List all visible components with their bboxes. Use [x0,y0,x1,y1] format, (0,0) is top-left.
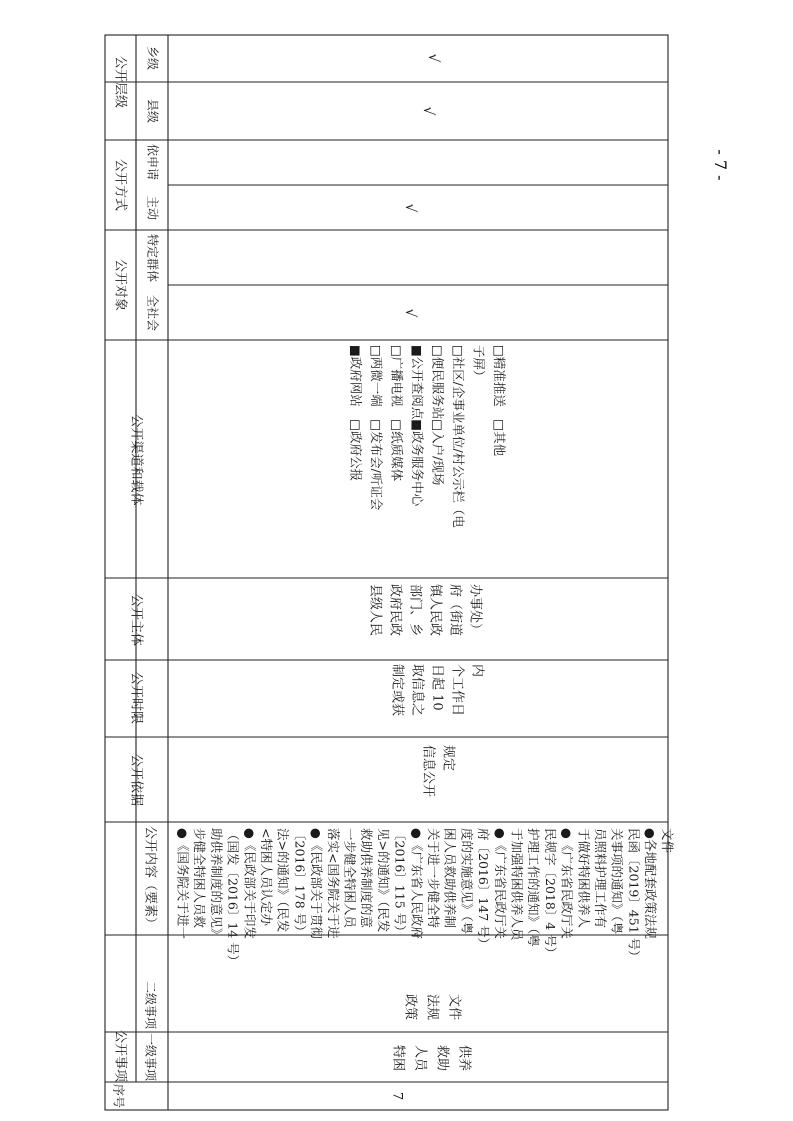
header-seq: 序号 [111,1083,126,1109]
cell-content-line: ●各地配套政策法规 [643,828,659,939]
cell-item-l1: 特困 [390,1044,406,1072]
cell-content-line: 步健全特困人员救 [192,828,208,929]
cell-subject-line: 部门、乡 [407,584,423,637]
cell-content-line: 〔2016〕115 号） [392,828,408,938]
cell-subject-line: 府（街道 [447,584,463,637]
cell-content-line: ●《民政部关于贯彻 [309,828,325,939]
header-item-l2: 二级事项 [143,980,158,1030]
cell-content-line: 民规字〔2018〕4 号） [542,828,558,960]
cell-content-line: 于加强特困供养人员 [509,828,525,941]
cell-seq: 7 [389,1091,405,1101]
cell-item-l2: 政策 [402,993,418,1021]
cell-content-line: 护理工作的通知》（粤 [526,828,542,947]
cell-time-limit-line: 个工作日 [449,664,465,717]
cell-audience-all: √ [402,308,418,318]
header-channel: 公开渠道和载体 [128,414,144,506]
header-level-town: 乡级 [145,45,160,71]
header-item-group: 公开事项 [112,1030,128,1083]
cell-content-line: ●《国务院关于进一 [175,828,191,939]
cell-content-line: ●《广东省民政厅关 [492,828,508,939]
cell-content-line: 困人员救助供养制 [442,828,458,929]
cell-channel-line: □社区/企事业单位/村公示栏（电 [451,345,466,528]
cell-subject-line: 办事处） [467,584,483,637]
cell-item-l1: 人员 [412,1044,428,1072]
cell-content-line: ●《广东省人民政府 [409,828,425,939]
page-number: - 7 - [711,149,730,181]
cell-channel-line: □精准推送 □其他 [492,345,507,457]
table-border [105,35,668,1110]
header-subject: 公开主体 [128,593,144,647]
cell-content-line: 关于进一步健全特 [426,828,441,929]
cell-item-l2-full [0,0,2,6]
cell-channel-line: ■公开查阅点■政务服务中心 [410,345,425,507]
cell-basis-line: 信息公开 [420,745,436,798]
cell-content-line: 救助供养制度的意 [359,828,375,929]
cell-basis-line: 规定 [440,745,456,772]
cell-content-line: 助供养制度的意见》 [208,828,224,941]
cell-level-county: √ [420,106,436,116]
cell-level-town: √ [425,53,441,63]
cell-item-l2: 文件 [446,993,462,1021]
cell-content-line: 一步健全特困人员 [342,828,358,929]
header-item-l1: 一级事项 [143,1032,158,1082]
cell-channel-line: 子屏） [471,345,487,383]
cell-content-line: ●《民政部关于印发 [242,828,258,939]
cell-subject-line: 镇人民政 [427,584,443,637]
cell-content-line: ●《广东省民政厅关 [559,828,575,939]
cell-content-line: 民函〔2019〕451 号） [626,828,642,963]
header-basis: 公开依据 [128,753,144,807]
cell-item-l1: 供养 [456,1044,472,1072]
header-method-apply: 依申请 [145,143,160,181]
cell-time-limit-line: 取信息之 [409,664,425,717]
cell-channel-line: □两微一端 □发布会/听证会 [369,345,384,511]
cell-content-line: <特困人员认定办 [259,828,274,926]
header-audience-specific: 特定群体 [145,233,160,283]
cell-content-line: 落实<国务院关于进 [325,828,341,939]
header-content: 公开内容（要素） [142,825,158,931]
cell-item-l2: 法规 [424,993,440,1021]
cell-item-l1: 救助 [434,1044,450,1072]
cell-channel-line: □广播电视 □纸质媒体 [389,345,405,482]
cell-content-line: 于做好特困供养人 [576,828,592,929]
header-method-active: 主动 [145,195,160,221]
cell-content-line: 关事项的通知》（粤 [609,828,625,935]
cell-content-line: 〔2016〕178 号） [292,828,308,938]
cell-method-active: √ [402,203,418,213]
cell-subject-line: 政府民政 [387,584,403,637]
cell-content-line: 见>的通知》（民发 [375,828,391,933]
cell-content-line: 度的实施意见》（粤 [459,828,475,935]
header-level-group: 公开层级 [112,55,128,109]
header-audience-all: 全社会 [145,294,160,332]
cell-content-line: 员照料护理工作有 [593,828,608,929]
header-audience-group: 公开对象 [112,258,128,312]
cell-channel-line: ■政府网站 □政府公报 [348,345,364,482]
cell-subject-line: 县级人民 [367,584,383,637]
cell-time-limit-line: 制定或获 [389,664,405,717]
header-level-county: 县级 [145,98,160,124]
header-method-group: 公开方式 [112,158,128,212]
cell-time-limit-line: 日起 10 [429,664,445,711]
cell-content-line: 文件 [659,828,675,854]
cell-channel-line: □便民服务站□入户/现场 [430,345,446,486]
cell-time-limit-line: 内 [469,664,485,678]
cell-content-line: 法>的通知》（民发 [275,828,291,933]
header-time-limit: 公开时限 [128,671,144,725]
cell-content-line: （国发〔2016〕14 号） [225,828,241,968]
table-grid [105,35,668,1110]
cell-content-line: 府〔2016〕147 号） [476,828,492,951]
